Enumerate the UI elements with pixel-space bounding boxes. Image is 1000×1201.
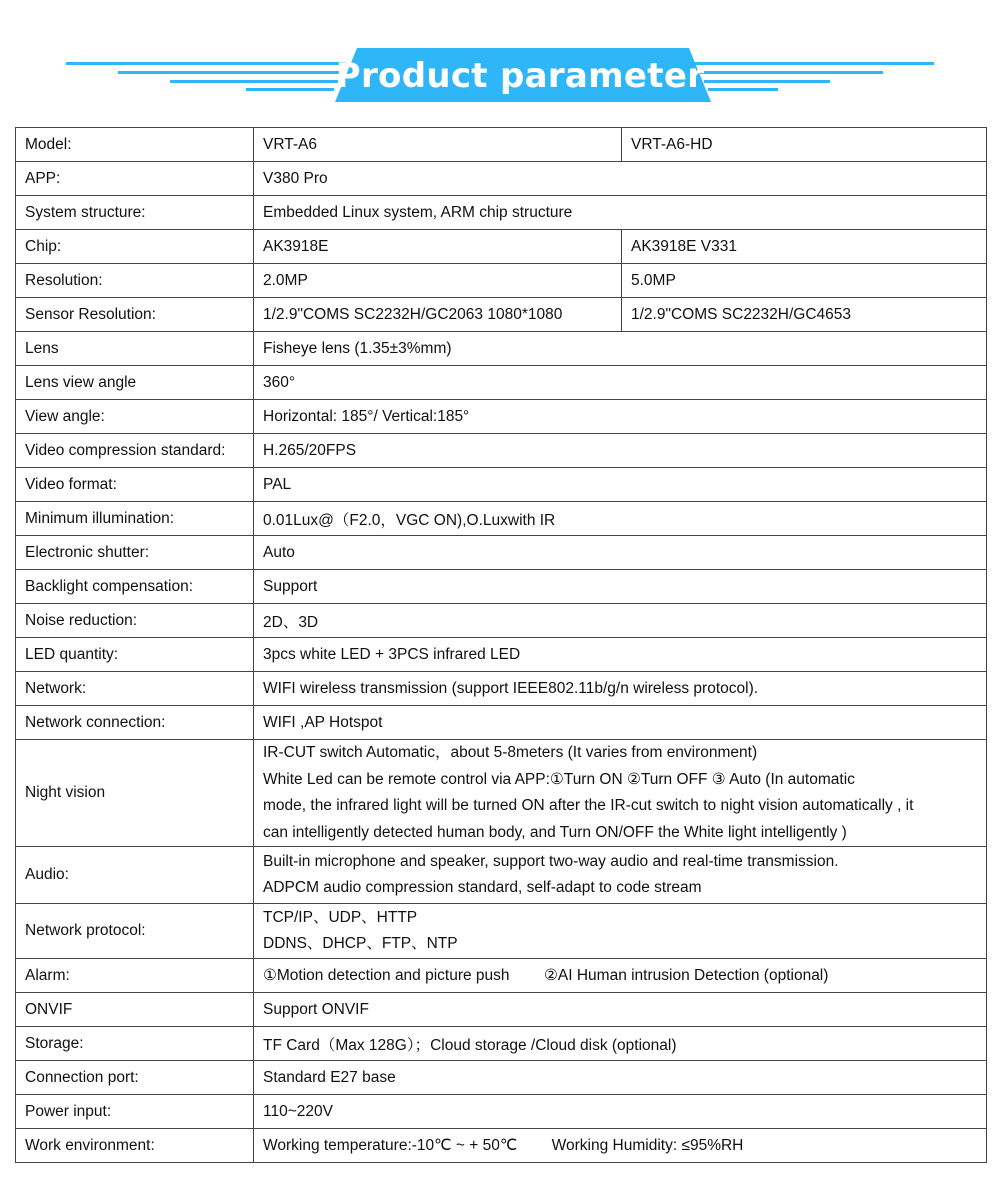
table-row (16, 638, 987, 672)
table-row (16, 298, 987, 332)
table-row (16, 536, 987, 570)
row-value: 1/2.9"COMS SC2232H/GC4653 (622, 298, 987, 332)
value-line: Built-in microphone and speaker, support two-way audio and real-time transmission. (263, 852, 839, 870)
row-label: APP: (16, 162, 254, 196)
row-label: Lens (16, 332, 254, 366)
table-row (16, 434, 987, 468)
page-title: Product parameter (335, 56, 705, 96)
row-value: Standard E27 base (254, 1061, 987, 1095)
spec-table (15, 127, 987, 1163)
table-row (16, 502, 987, 536)
table-row (16, 230, 987, 264)
row-label: Night vision (16, 740, 254, 847)
value-line: ADPCM audio compression standard, self-adapt to code stream (263, 879, 702, 896)
row-value: 2.0MP (254, 264, 622, 298)
row-value: VRT-A6-HD (622, 128, 987, 162)
row-label: Lens view angle (16, 366, 254, 400)
row-label: LED quantity: (16, 638, 254, 672)
row-label: Connection port: (16, 1061, 254, 1095)
row-label: Audio: (16, 847, 254, 904)
row-label: Network connection: (16, 706, 254, 740)
row-label: Work environment: (16, 1129, 254, 1163)
row-value: AK3918E (254, 230, 622, 264)
row-value: Embedded Linux system, ARM chip structure (254, 196, 987, 230)
row-label: Power input: (16, 1095, 254, 1129)
row-label: ONVIF (16, 993, 254, 1027)
table-row (16, 672, 987, 706)
row-value: Support ONVIF (254, 993, 987, 1027)
row-label: View angle: (16, 400, 254, 434)
table-row (16, 993, 987, 1027)
row-value: 2D、3D (254, 604, 987, 638)
table-row (16, 847, 987, 904)
value-line: White Led can be remote control via APP:①Turn ON ②Turn OFF ③ Auto (In automatic (263, 770, 855, 788)
row-label: Noise reduction: (16, 604, 254, 638)
row-value: Working temperature:-10℃ ~ + 50℃ Working Humidity: ≤95%RH (254, 1129, 987, 1163)
row-value: Fisheye lens (1.35±3%mm) (254, 332, 987, 366)
value-line: DDNS、DHCP、FTP、NTP (263, 935, 458, 952)
row-value: AK3918E V331 (622, 230, 987, 264)
table-row (16, 1061, 987, 1095)
row-label: Model: (16, 128, 254, 162)
table-row (16, 904, 987, 959)
value-line: IR-CUT switch Automatic，about 5-8meters (It varies from environment) (263, 744, 758, 761)
title-banner (0, 40, 1000, 120)
row-label: System structure: (16, 196, 254, 230)
value-line: TCP/IP、UDP、HTTP (263, 908, 418, 926)
table-row (16, 196, 987, 230)
table-row (16, 959, 987, 993)
row-label: Electronic shutter: (16, 536, 254, 570)
table-row (16, 332, 987, 366)
row-value: 360° (254, 366, 987, 400)
table-row (16, 1027, 987, 1061)
row-value: WIFI ,AP Hotspot (254, 706, 987, 740)
row-value: H.265/20FPS (254, 434, 987, 468)
row-value: Auto (254, 536, 987, 570)
table-row (16, 162, 987, 196)
row-value: 1/2.9"COMS SC2232H/GC2063 1080*1080 (254, 298, 622, 332)
row-value (254, 740, 987, 847)
row-value: 0.01Lux@（F2.0，VGC ON),O.Luxwith IR (254, 502, 987, 536)
row-label: Sensor Resolution: (16, 298, 254, 332)
row-label: Chip: (16, 230, 254, 264)
row-value (254, 904, 987, 959)
row-label: Resolution: (16, 264, 254, 298)
table-row (16, 706, 987, 740)
table-row (16, 400, 987, 434)
table-row (16, 366, 987, 400)
table-row (16, 264, 987, 298)
table-row (16, 468, 987, 502)
value-line: mode, the infrared light will be turned ON after the IR-cut switch to night vision automatically , it (263, 797, 914, 814)
value-line: can intelligently detected human body, and Turn ON/OFF the White light intelligently ) (263, 823, 847, 841)
row-value: Support (254, 570, 987, 604)
row-value: TF Card（Max 128G）；Cloud storage /Cloud disk (optional) (254, 1027, 987, 1061)
row-value: PAL (254, 468, 987, 502)
row-value: 3pcs white LED + 3PCS infrared LED (254, 638, 987, 672)
table-row (16, 740, 987, 847)
row-label: Backlight compensation: (16, 570, 254, 604)
row-value: 110~220V (254, 1095, 987, 1129)
row-value: V380 Pro (254, 162, 987, 196)
table-row (16, 570, 987, 604)
row-value (254, 847, 987, 904)
row-label: Network protocol: (16, 904, 254, 959)
row-value: WIFI wireless transmission (support IEEE802.11b/g/n wireless protocol). (254, 672, 987, 706)
row-label: Alarm: (16, 959, 254, 993)
row-label: Video format: (16, 468, 254, 502)
row-label: Video compression standard: (16, 434, 254, 468)
table-row (16, 1095, 987, 1129)
row-value: 5.0MP (622, 264, 987, 298)
table-row (16, 604, 987, 638)
row-label: Storage: (16, 1027, 254, 1061)
row-label: Minimum illumination: (16, 502, 254, 536)
table-row (16, 1129, 987, 1163)
row-value: ①Motion detection and picture push ②AI Human intrusion Detection (optional) (254, 959, 987, 993)
table-row (16, 128, 987, 162)
row-value: VRT-A6 (254, 128, 622, 162)
row-value: Horizontal: 185°/ Vertical:185° (254, 400, 987, 434)
row-label: Network: (16, 672, 254, 706)
